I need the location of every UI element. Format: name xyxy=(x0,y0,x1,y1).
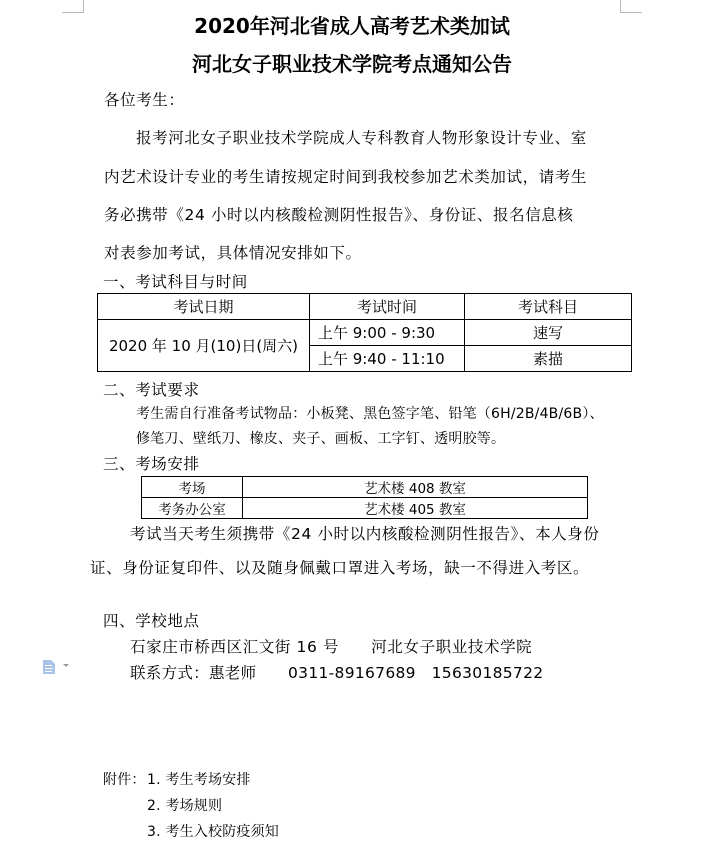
attachment-item-3: 3. 考生入校防疫须知 xyxy=(147,824,280,840)
notice-line-1: 考试当天考生须携带《24 小时以内核酸检测阴性报告》、本人身份 xyxy=(130,525,600,543)
section4-heading: 四、学校地点 xyxy=(103,612,200,630)
requirements-line-1: 考生需自行准备考试物品：小板凳、黑色签字笔、铅笔（6H/2B/4B/6B）、 xyxy=(136,406,604,422)
room-label-cell: 考务办公室 xyxy=(142,498,243,519)
intro-line-4: 对表参加考试，具体情况安排如下。 xyxy=(104,244,362,262)
exam-date-cell: 2020 年 10 月(10)日(周六) xyxy=(98,320,310,372)
chevron-down-icon[interactable] xyxy=(63,664,69,667)
exam-schedule-table xyxy=(97,293,632,372)
attachment-item-1: 1. 考生考场安排 xyxy=(147,772,251,788)
section2-heading: 二、考试要求 xyxy=(103,381,200,399)
room-value-cell: 艺术楼 405 教室 xyxy=(243,498,588,519)
header-exam-subject: 考试科目 xyxy=(465,294,632,320)
header-exam-time: 考试时间 xyxy=(310,294,465,320)
exam-room-table xyxy=(141,476,588,519)
salutation: 各位考生： xyxy=(104,91,185,109)
requirements-line-2: 修笔刀、壁纸刀、橡皮、夹子、画板、工字钉、透明胶等。 xyxy=(136,431,506,447)
header-exam-date: 考试日期 xyxy=(98,294,310,320)
attachments-label: 附件： xyxy=(103,772,146,788)
table-row xyxy=(98,320,632,346)
document-title-line1: 2020年河北省成人高考艺术类加试 xyxy=(194,14,510,38)
notice-line-2: 证、身份证复印件、以及随身佩戴口罩进入考场，缺一不得进入考区。 xyxy=(90,559,590,577)
exam-subject-cell: 素描 xyxy=(465,346,632,372)
table-row xyxy=(142,477,588,498)
exam-subject-cell: 速写 xyxy=(465,320,632,346)
section3-heading: 三、考场安排 xyxy=(103,455,200,473)
table-row xyxy=(142,498,588,519)
exam-time-cell: 上午 9:00 - 9:30 xyxy=(310,320,465,346)
contact-info: 联系方式：惠老师 0311-89167689 15630185722 xyxy=(130,664,544,682)
intro-line-2: 内艺术设计专业的考生请按规定时间到我校参加艺术类加试，请考生 xyxy=(104,168,588,186)
attachment-item-2: 2. 考场规则 xyxy=(147,798,223,814)
document-title-line2: 河北女子职业技术学院考点通知公告 xyxy=(192,52,512,76)
school-address: 石家庄市桥西区汇文街 16 号 河北女子职业技术学院 xyxy=(130,638,533,656)
room-label-cell: 考场 xyxy=(142,477,243,498)
intro-line-3: 务必携带《24 小时以内核酸检测阴性报告》、身份证、报名信息核 xyxy=(104,206,574,224)
intro-line-1: 报考河北女子职业技术学院成人专科教育人物形象设计专业、室 xyxy=(136,129,587,147)
paste-options-icon[interactable] xyxy=(43,659,55,673)
room-value-cell: 艺术楼 408 教室 xyxy=(243,477,588,498)
section1-heading: 一、考试科目与时间 xyxy=(103,273,248,291)
exam-time-cell: 上午 9:40 - 11:10 xyxy=(310,346,465,372)
table-header-row xyxy=(98,294,632,320)
